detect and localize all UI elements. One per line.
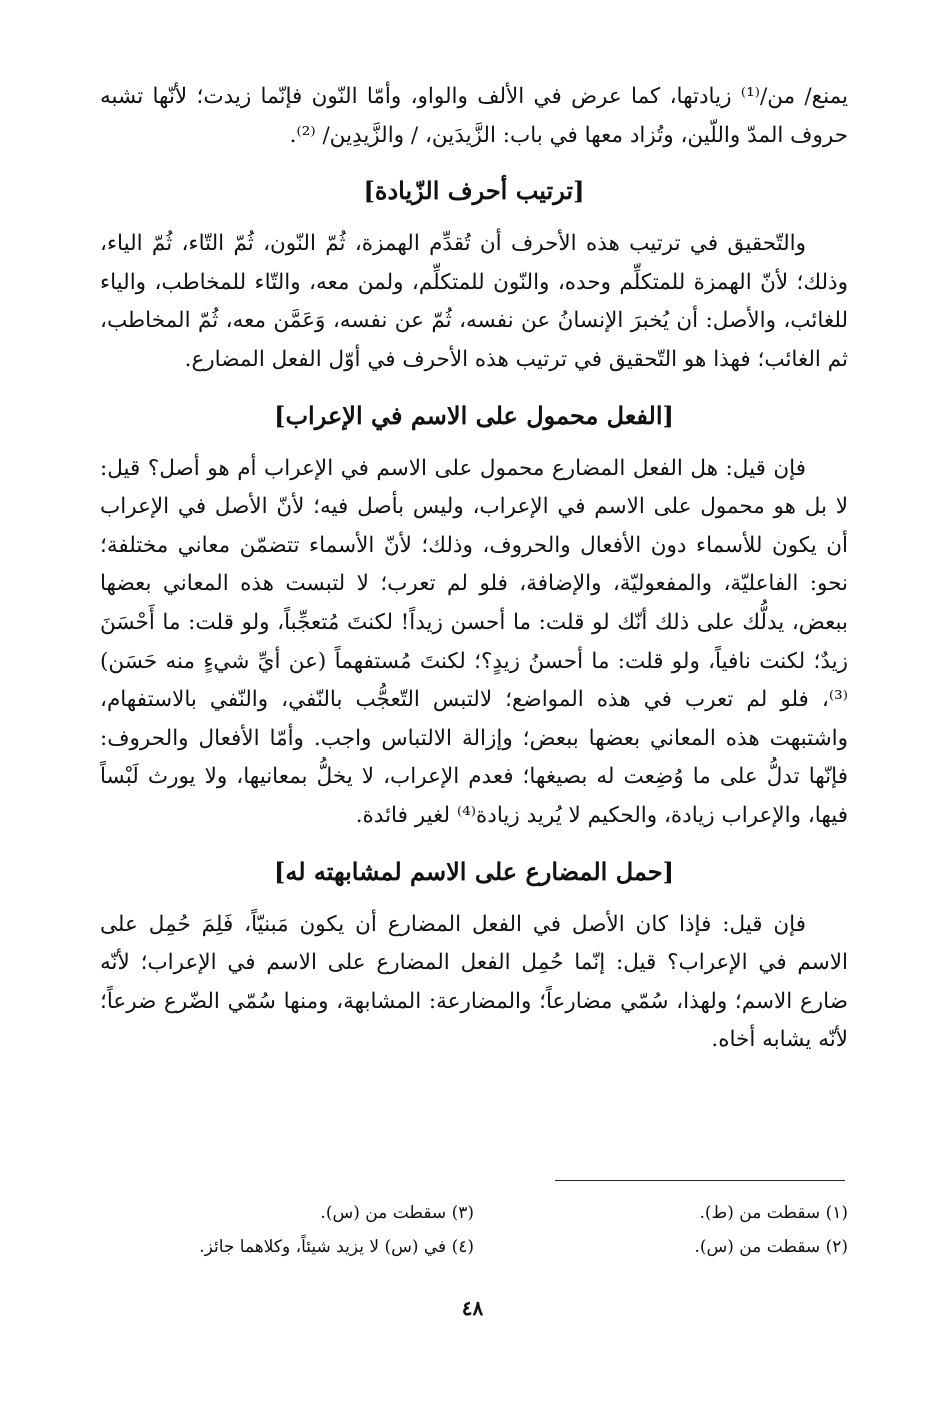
paragraph-order: والتّحقيق في ترتيب هذه الأحرف أن تُقدِّم الهمزة، ثُمّ النّون، ثُمّ التّاء، ثُمّ الياء، وذلك؛ لأنّ الهمزة للمتكلِّم وحده، والنّون للمتكلِّم، ولمن معه، والتّاء للمخاطب، والياء للغائب، والأصل: أن يُخبرَ الإنسانُ عن نفسه، ثُمّ عن نفسه، وَعَمَّن معه، ثُمّ المخاطب، ثم الغائب؛ فهذا هو التّحقيق في ترتيب هذه الأحرف في أوّل الفعل المضارع. [100,231,848,372]
paragraph-verb-inflection: فإن قيل: هل الفعل المضارع محمول على الاسم في الإعراب أم هو أصل؟ قيل: لا بل هو محمول على الاسم في الإعراب، وليس بأصل فيه؛ لأنّ الأصل في الإعراب أن يكون للأسماء دون الأفعال والحروف، وذلك؛ لأنّ الأسماء تتضمّن معاني مختلفة؛ نحو: الفاعليّة، والمفعوليّة، والإضافة، فلو لم تعرب؛ لا لتبست هذه المعاني بعضها ببعض، يدلُّك على ذلك أنّك لو قلت: ما أحسن زيداً! لكنتَ مُتعجِّباً، ولو قلت: ما أَحْسَنَ زيدٌ؛ لكنت نافياً، ولو قلت: ما أحسنُ زيدٍ؟؛ لكنتَ مُستفهماً (عن أيِّ شيءٍ منه حَسَن)⁽³⁾، فلو لم تعرب في هذه المواضع؛ لالتبس التّعجُّب بالنّفي، والنّفي بالاستفهام، واشتبهت هذه المعاني بعضها ببعض؛ وإزالة الالتباس واجب. وأمّا الأفعال والحروف: فإنّها تدلُّ على ما وُضِعت له بصيغها؛ فعدم الإعراب، لا يخلُّ بمعانيها، ولا يورث لَبْساً فيها، والإعراب زيادة، والحكيم لا يُريد زيادة⁽⁴⁾ لغير فائدة. [100,455,848,828]
footnotes [100,1196,848,1264]
footnote-separator [555,1180,845,1181]
footnote-row [100,1230,848,1264]
paragraph-intro: يمنع/ من/⁽¹⁾ زيادتها، كما عرض في الألف والواو، وأمّا النّون فإنّما زيدت؛ لأنّها تشبه حروف المدّ واللّين، وتُزاد معها في باب: الزَّيدَين، / والزَّيدِين/ ⁽²⁾. [100,84,848,148]
footnote-4: (٤) في (س) لا يزيد شيئاً، وكلاهما جائز. [199,1237,474,1257]
section-heading-verb-inflection: [الفعل محمول على الاسم في الإعراب] [274,400,674,430]
footnote-3: (٣) سقطت من (س). [320,1203,474,1223]
page-body [100,78,848,1060]
section-heading-order: [ترتيب أحرف الزّيادة] [363,176,585,206]
paragraph-resemblance: فإن قيل: فإذا كان الأصل في الفعل المضارع أن يكون مَبنيّاً، فَلِمَ حُمِل على الاسم في الإعراب؟ قيل: إنّما حُمِل الفعل المضارع على الاسم في الإعراب؛ لأنّه ضارع الاسم؛ ولهذا، سُمّي مضارعاً؛ والمضارعة: المشابهة، ومنها سُمّي الضّرع ضرعاً؛ لأنّه يشابه أخاه. [100,911,848,1053]
section-heading-resemblance: [حمل المضارع على الاسم لمشابهته له] [274,856,674,886]
footnote-1: (١) سقطت من (ط). [699,1203,848,1223]
footnote-2: (٢) سقطت من (س). [694,1237,848,1257]
footnote-row [100,1196,848,1230]
page-number: ٤٨ [461,1296,484,1320]
